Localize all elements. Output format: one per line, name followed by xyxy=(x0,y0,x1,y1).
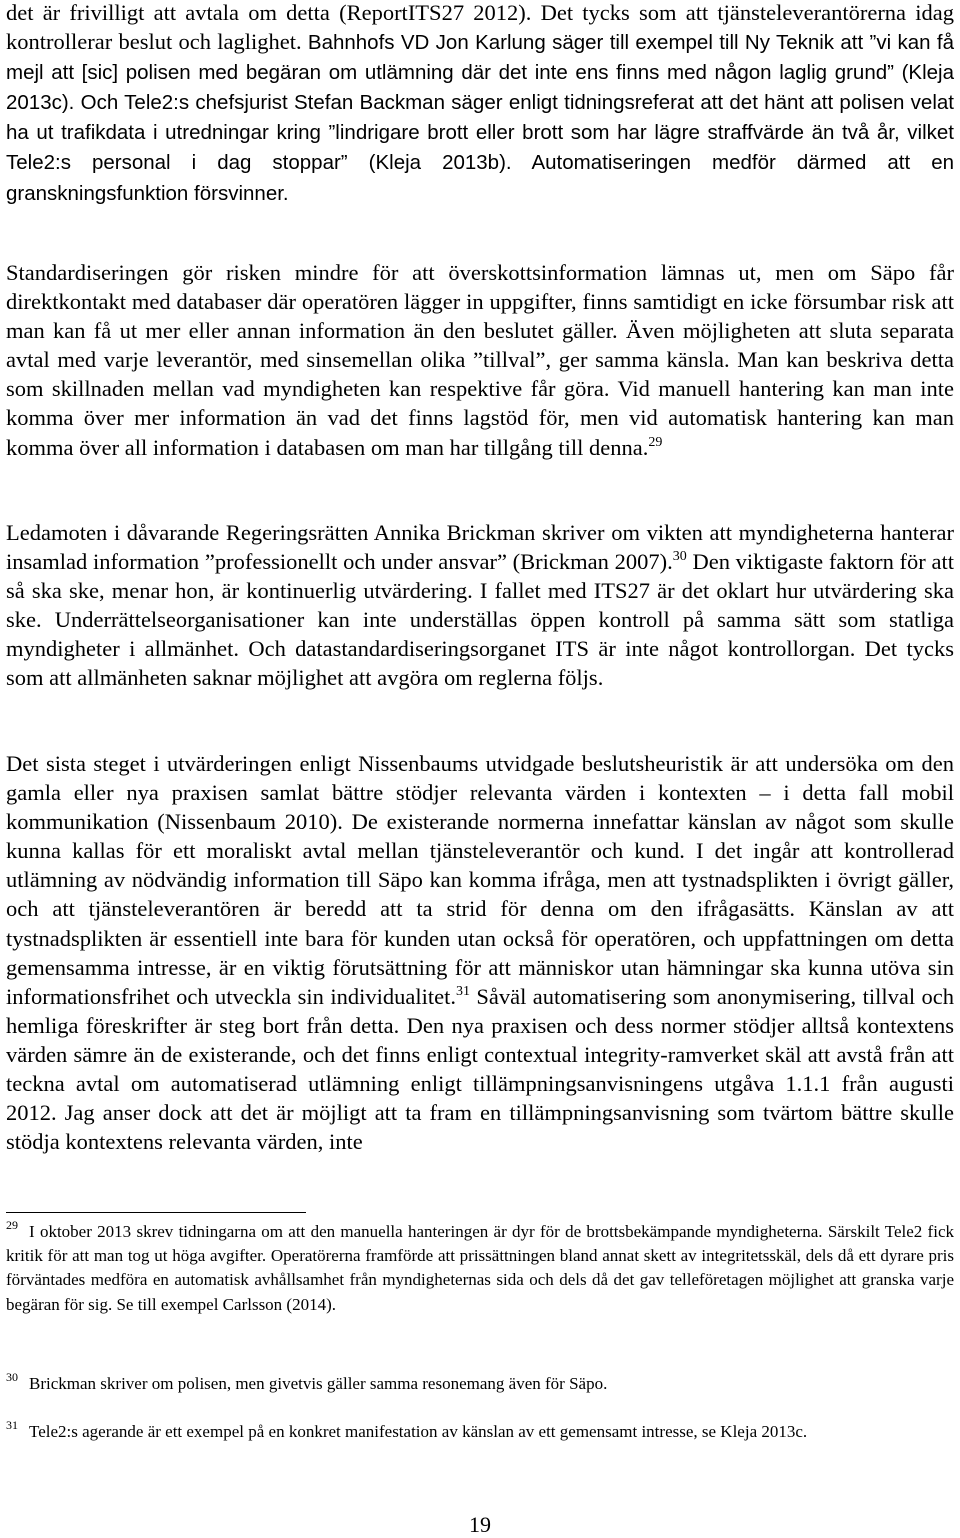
footnote-29-text: I oktober 2013 skrev tidningarna om att den manuella hanteringen är dyr för de brottsbekämpande myndigheterna. Särskilt Tele2 fick kritik för att man tog ut höga avgifter. Operatörerna framförde att prissättningen bland annat skett av integritetsskäl, dels då ett dyrare pris förväntades medföra en automatisk avhållsamhet från myndigheternas sida och dels då det gav telleföretagen möjlighet att granska varje begäran för sig. Se till exempel Carlsson (2014). xyxy=(6,1222,954,1314)
footnote-31 xyxy=(6,1420,954,1444)
footnote-30 xyxy=(6,1372,954,1396)
paragraph-1-part-b: Bahnhofs VD Jon Karlung säger till exempel till Ny Teknik att ”vi kan få mejl att [sic] polisen med begäran om utlämning där det inte ens finns med någon laglig grund” (Kleja 2013c). Och Tele2:s chefsjurist Stefan Backman säger enligt tidningsreferat att det hänt att polisen velat ha ut trafikdata i utredningar kring ”lindrigare brott eller brott som har lägre straffvärde än två år, vilket Tele2:s personal i dag stoppar” (Kleja 2013b). Automatiseringen medför därmed att en granskningsfunktion försvinner. xyxy=(6,31,955,205)
footnote-29 xyxy=(6,1220,954,1317)
paragraph-4 xyxy=(6,749,954,1156)
paragraph-1 xyxy=(6,0,954,208)
footnote-30-number: 30 xyxy=(6,1370,18,1384)
paragraph-3-part-a: Ledamoten i dåvarande Regeringsrätten Annika Brickman skriver om vikten att myndigheterna hanterar insamlad information ”professionellt och under ansvar” (Brickman 2007). xyxy=(6,520,954,575)
paragraph-3-part-b: Den viktigaste faktorn för att så ska ske, menar hon, är kontinuerlig utvärdering. I fallet med ITS27 är det oklart hur utvärdering ska ske. Underrättelseorganisationer kan inte underställas öppen kontroll på samma sätt som statliga myndigheter i allmänhet. Och datastandardiseringsorganet ITS är inte något kontrollorgan. Det tycks som att allmänheten saknar möjlighet att avgöra om reglerna följs. xyxy=(6,549,955,691)
footnote-31-number: 31 xyxy=(6,1418,18,1432)
paragraph-2 xyxy=(6,258,954,462)
paragraph-4-part-b: Såväl automatisering som anonymisering, tillval och hemliga föreskrifter är steg bort från detta. Den nya praxisen och dess normer stödjer alltså kontextens värden sämre än de existerande, och det finns enligt contextual integrity-ramverket skäl att avstå från att teckna avtal om automatiserad utlämning enligt tillämpningsanvisningens utgåva 1.1.1 från augusti 2012. Jag anser dock att det är möjligt att ta fram en tillämpningsanvisning som tvärtom bättre skulle stödja kontextens relevanta värden, inte xyxy=(6,983,954,1155)
footnote-ref-30[interactable]: 30 xyxy=(672,549,687,565)
paragraph-2-text: Standardiseringen gör risken mindre för att överskottsinformation lämnas ut, men om Säpo får direktkontakt med databaser där operatören lägger in uppgifter, finns samtidigt en icke försumbar risk att man kan få ut mer eller annan information än den beslutet gäller. Även möjligheten att sluta separata avtal med varje leverantör, med sinsemellan olika ”tillval”, ger samma känsla. Man kan beskriva detta som skillnaden mellan vad myndigheten kan respektive får göra. Vid manuell hantering kan man inte komma över mer information än vad det finns lagstöd för, men vid automatisk hantering kan man komma över all information i databasen om man har tillgång till denna. xyxy=(6,260,954,460)
paragraph-3 xyxy=(6,518,954,693)
footnote-ref-31[interactable]: 31 xyxy=(455,983,470,999)
footnote-29-number: 29 xyxy=(6,1218,18,1232)
footnote-31-text: Tele2:s agerande är ett exempel på en konkret manifestation av känslan av ett gemensamt intresse, se Kleja 2013c. xyxy=(29,1422,808,1441)
footnote-30-text: Brickman skriver om polisen, men givetvis gäller samma resonemang även för Säpo. xyxy=(29,1374,608,1393)
page-number: 19 xyxy=(469,1512,491,1537)
paragraph-4-part-a: Det sista steget i utvärderingen enligt Nissenbaums utvidgade beslutsheuristik är att undersöka om den gamla eller nya praxisen samlat bättre stödjer relevanta värden i kontexten – i detta fall mobil kommunikation (Nissenbaum 2010). De existerande normerna innefattar känslan av något som skulle kunna kallas för ett moraliskt avtal mellan tjänsteleverantör och kund. I det ingår att kontrollerad utlämning av nödvändig information till Säpo kan komma ifråga, men att tystnadsplikten i övrigt gäller, och att tjänsteleverantören är beredd att ta strid för denna om den ifrågasätts. Känslan av att tystnadsplikten är essentiell inte bara för kunden utan också för operatören, och uppfattningen om detta gemensamma intresse, är en viktig förutsättning för att människor utan hämningar ska kunna utöva sin informationsfrihet och utveckla sin individualitet. xyxy=(6,751,954,1009)
paragraph-1-part-a: det är frivilligt att avtala om detta (ReportITS27 2012). Det tycks som att tjänsteleverantörerna idag kontrollerar beslut och laglighet. xyxy=(6,0,954,55)
footnote-ref-29[interactable]: 29 xyxy=(648,434,663,450)
footnote-separator xyxy=(6,1212,306,1213)
